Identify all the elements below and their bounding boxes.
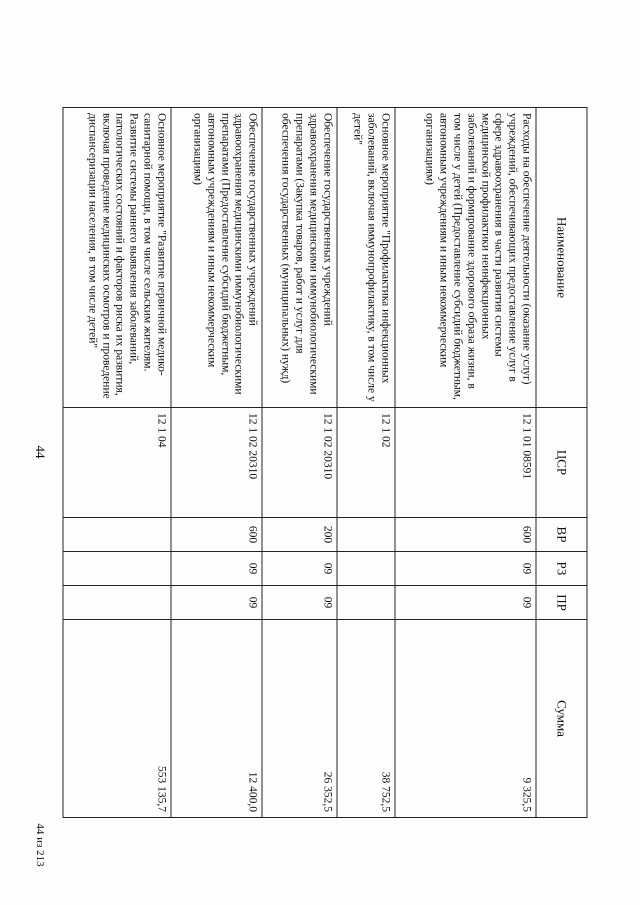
row-name: Расходы на обеспечение деятельности (оказание услуг) учреждений, обеспечивающих предоставление услуг в сфере здравоохранения в части развития системы медицинской профилактики неинфекционных заболеваний и формирование здорового образа жизни, в том числе у детей (Предоставление субсидий бюджетным, автономным учреждениям и иным некоммерческим организациям) [395,108,536,408]
header-csr: ЦСР [536,408,587,518]
row-pr [63,586,171,620]
header-name: Наименование [536,108,587,408]
table-row [63,108,171,818]
table-row [262,108,337,818]
row-sum: 26 352,5 [262,620,337,818]
row-vr [337,518,395,552]
row-csr: 12 1 02 20310 [171,408,262,518]
row-rz [337,552,395,586]
row-csr: 12 1 01 08591 [395,408,536,518]
header-vr: ВР [536,518,587,552]
row-pr: 09 [395,586,536,620]
page-number: 44 [33,445,48,459]
row-sum: 12 400,0 [171,620,262,818]
table-header-row [536,108,587,818]
row-vr: 200 [262,518,337,552]
row-vr [63,518,171,552]
budget-table [63,107,588,818]
header-rz: РЗ [536,552,587,586]
row-pr [337,586,395,620]
row-csr: 12 1 02 20310 [262,408,337,518]
row-csr: 12 1 02 [337,408,395,518]
row-name: Основное мероприятие "Развитие первичной медико-санитарной помощи, в том числе сельским жителям. Развитие системы раннего выявления заболеваний, патологических состояний и факторов риска их развития, включая проведение медицинских осмотров и проведение диспансеризации населения, в том числе детей" [63,108,171,408]
row-name: Обеспечение государственных учреждений здравоохранения медицинскими иммунобиологическими препаратами (Предоставление субсидий бюджетным, автономным учреждениям и иным некоммерческим организациям) [171,108,262,408]
row-name: Основное мероприятие "Профилактика инфекционных заболеваний, включая иммунопрофилактику, в том числе у детей" [337,108,395,408]
budget-table-wrapper [63,107,588,817]
row-vr: 600 [395,518,536,552]
row-sum: 553 135,7 [63,620,171,818]
row-sum: 38 752,5 [337,620,395,818]
table-row [337,108,395,818]
row-rz: 09 [262,552,337,586]
page-counter: 44 из 213 [34,823,46,867]
row-csr: 12 1 04 [63,408,171,518]
header-sum: Сумма [536,620,587,818]
table-row [395,108,536,818]
row-rz [63,552,171,586]
row-sum: 9 325,5 [395,620,536,818]
row-rz: 09 [395,552,536,586]
table-row [171,108,262,818]
header-pr: ПР [536,586,587,620]
row-pr: 09 [262,586,337,620]
row-name: Обеспечение государственных учреждений здравоохранения медицинскими иммунобиологическими препаратами (Закупка товаров, работ и услуг для обеспечения государственных (муниципальных) нужд) [262,108,337,408]
row-pr: 09 [171,586,262,620]
row-vr: 600 [171,518,262,552]
row-rz: 09 [171,552,262,586]
